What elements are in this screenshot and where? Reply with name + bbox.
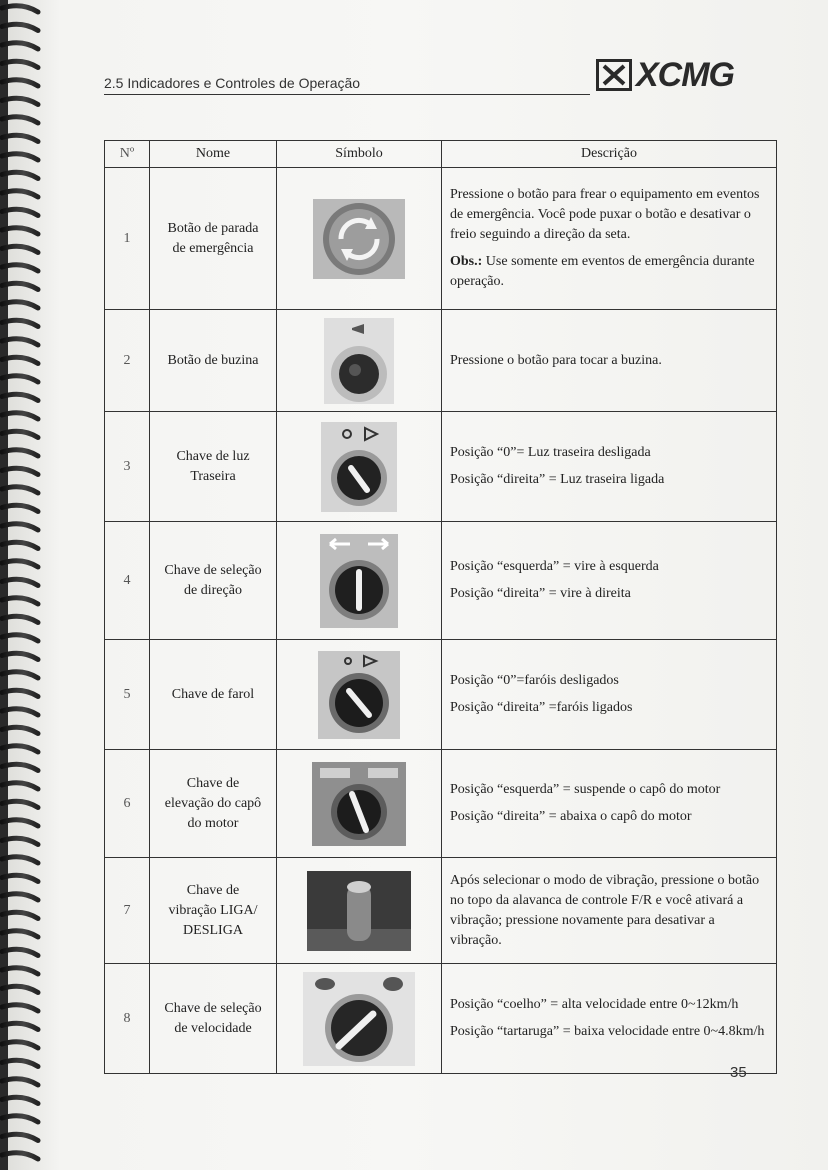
- description-text: Após selecionar o modo de vibração, pressione o botão no topo da alavanca de controle F/R e você ativará a vibração; pressione novamente para desativar a vibração.: [450, 872, 760, 948]
- control-name: [150, 640, 277, 750]
- description-text: Posição “esquerda” = vire à esquerda: [450, 559, 659, 574]
- row-number: 6: [105, 750, 150, 858]
- page-number: 35: [730, 1064, 747, 1081]
- symbol-cell: [277, 964, 442, 1074]
- name-line: Chave de seleção: [164, 1000, 262, 1016]
- name-line: do motor: [187, 815, 239, 831]
- row-number: 4: [105, 522, 150, 640]
- xcmg-emblem-icon: [596, 59, 632, 91]
- symbol-cell: [277, 412, 442, 522]
- description-text: Posição “coelho” = alta velocidade entre 0~12km/h: [450, 997, 739, 1012]
- description-cell: [442, 522, 777, 640]
- col-header-symbol: Símbolo: [277, 141, 442, 168]
- col-header-name: Nome: [150, 141, 277, 168]
- name-line: Botão de buzina: [167, 352, 259, 368]
- table-row: [105, 858, 777, 964]
- description-text: Pressione o botão para tocar a buzina.: [450, 352, 662, 368]
- name-line: DESLIGA: [183, 922, 243, 938]
- xcmg-logo: [596, 56, 756, 94]
- table-header-row: [105, 141, 777, 168]
- horn-button-icon: [324, 318, 394, 404]
- name-line: vibração LIGA/: [168, 902, 258, 918]
- spiral-binding: [0, 0, 42, 1170]
- xcmg-logo-text: XCMG: [636, 56, 734, 94]
- control-name: [150, 310, 277, 412]
- row-number: 2: [105, 310, 150, 412]
- control-name: [150, 522, 277, 640]
- name-line: Botão de parada: [167, 220, 259, 236]
- description-cell: [442, 858, 777, 964]
- headlight-switch-icon: [318, 651, 400, 739]
- control-name: [150, 964, 277, 1074]
- symbol-cell: [277, 750, 442, 858]
- row-number: 8: [105, 964, 150, 1074]
- description-cell: [442, 640, 777, 750]
- description-cell: [442, 964, 777, 1074]
- table-row: [105, 412, 777, 522]
- description-text: Posição “direita” = vire à direita: [450, 586, 631, 601]
- description-text: Posição “direita” =faróis ligados: [450, 700, 633, 715]
- description-text: Posição “esquerda” = suspende o capô do motor: [450, 782, 721, 797]
- table-row: [105, 750, 777, 858]
- description-cell: [442, 310, 777, 412]
- table-row: [105, 640, 777, 750]
- operation-controls-table: [104, 140, 777, 1074]
- symbol-cell: [277, 640, 442, 750]
- note-label: Obs.:: [450, 254, 483, 269]
- name-line: Chave de: [186, 775, 240, 791]
- row-number: 5: [105, 640, 150, 750]
- description-text: Posição “direita” = Luz traseira ligada: [450, 472, 665, 487]
- control-name: [150, 412, 277, 522]
- name-line: Chave de farol: [171, 686, 255, 702]
- row-number: 7: [105, 858, 150, 964]
- table-row: [105, 964, 777, 1074]
- symbol-cell: [277, 522, 442, 640]
- note-body: Use somente em eventos de emergência durante operação.: [450, 254, 755, 289]
- description-text: Posição “direita” = abaixa o capô do motor: [450, 809, 692, 824]
- table-row: [105, 168, 777, 310]
- name-line: Chave de: [186, 882, 240, 898]
- note-text: [450, 252, 768, 292]
- description-text: Posição “0”=faróis desligados: [450, 673, 619, 688]
- symbol-cell: [277, 310, 442, 412]
- table-row: [105, 522, 777, 640]
- description-text: Pressione o botão para frear o equipamento em eventos de emergência. Você pode puxar o botão e desativar o freio seguindo a direção da seta.: [450, 187, 760, 242]
- emergency-stop-icon: [313, 199, 405, 279]
- direction-switch-icon: [320, 534, 398, 628]
- row-number: 3: [105, 412, 150, 522]
- description-cell: [442, 750, 777, 858]
- section-header: 2.5 Indicadores e Controles de Operação: [104, 74, 590, 95]
- name-line: Chave de luz: [176, 448, 250, 464]
- name-line: Chave de seleção: [164, 562, 262, 578]
- rear-light-switch-icon: [321, 422, 397, 512]
- row-number: 1: [105, 168, 150, 310]
- table-row: [105, 310, 777, 412]
- description-cell: [442, 168, 777, 310]
- name-line: Traseira: [190, 468, 236, 484]
- description-text: Posição “0”= Luz traseira desligada: [450, 445, 651, 460]
- name-line: de emergência: [172, 240, 254, 256]
- control-name: [150, 858, 277, 964]
- control-name: [150, 750, 277, 858]
- name-line: elevação do capô: [164, 795, 262, 811]
- description-cell: [442, 412, 777, 522]
- name-line: de direção: [184, 582, 242, 598]
- col-header-description: Descrição: [442, 141, 777, 168]
- symbol-cell: [277, 168, 442, 310]
- description-text: Posição “tartaruga” = baixa velocidade entre 0~4.8km/h: [450, 1024, 765, 1039]
- name-line: de velocidade: [174, 1020, 252, 1036]
- speed-switch-icon: [303, 972, 415, 1066]
- hood-lift-switch-icon: [312, 762, 406, 846]
- symbol-cell: [277, 858, 442, 964]
- vibration-lever-icon: [307, 871, 411, 951]
- control-name: [150, 168, 277, 310]
- col-header-no: Nº: [105, 141, 150, 168]
